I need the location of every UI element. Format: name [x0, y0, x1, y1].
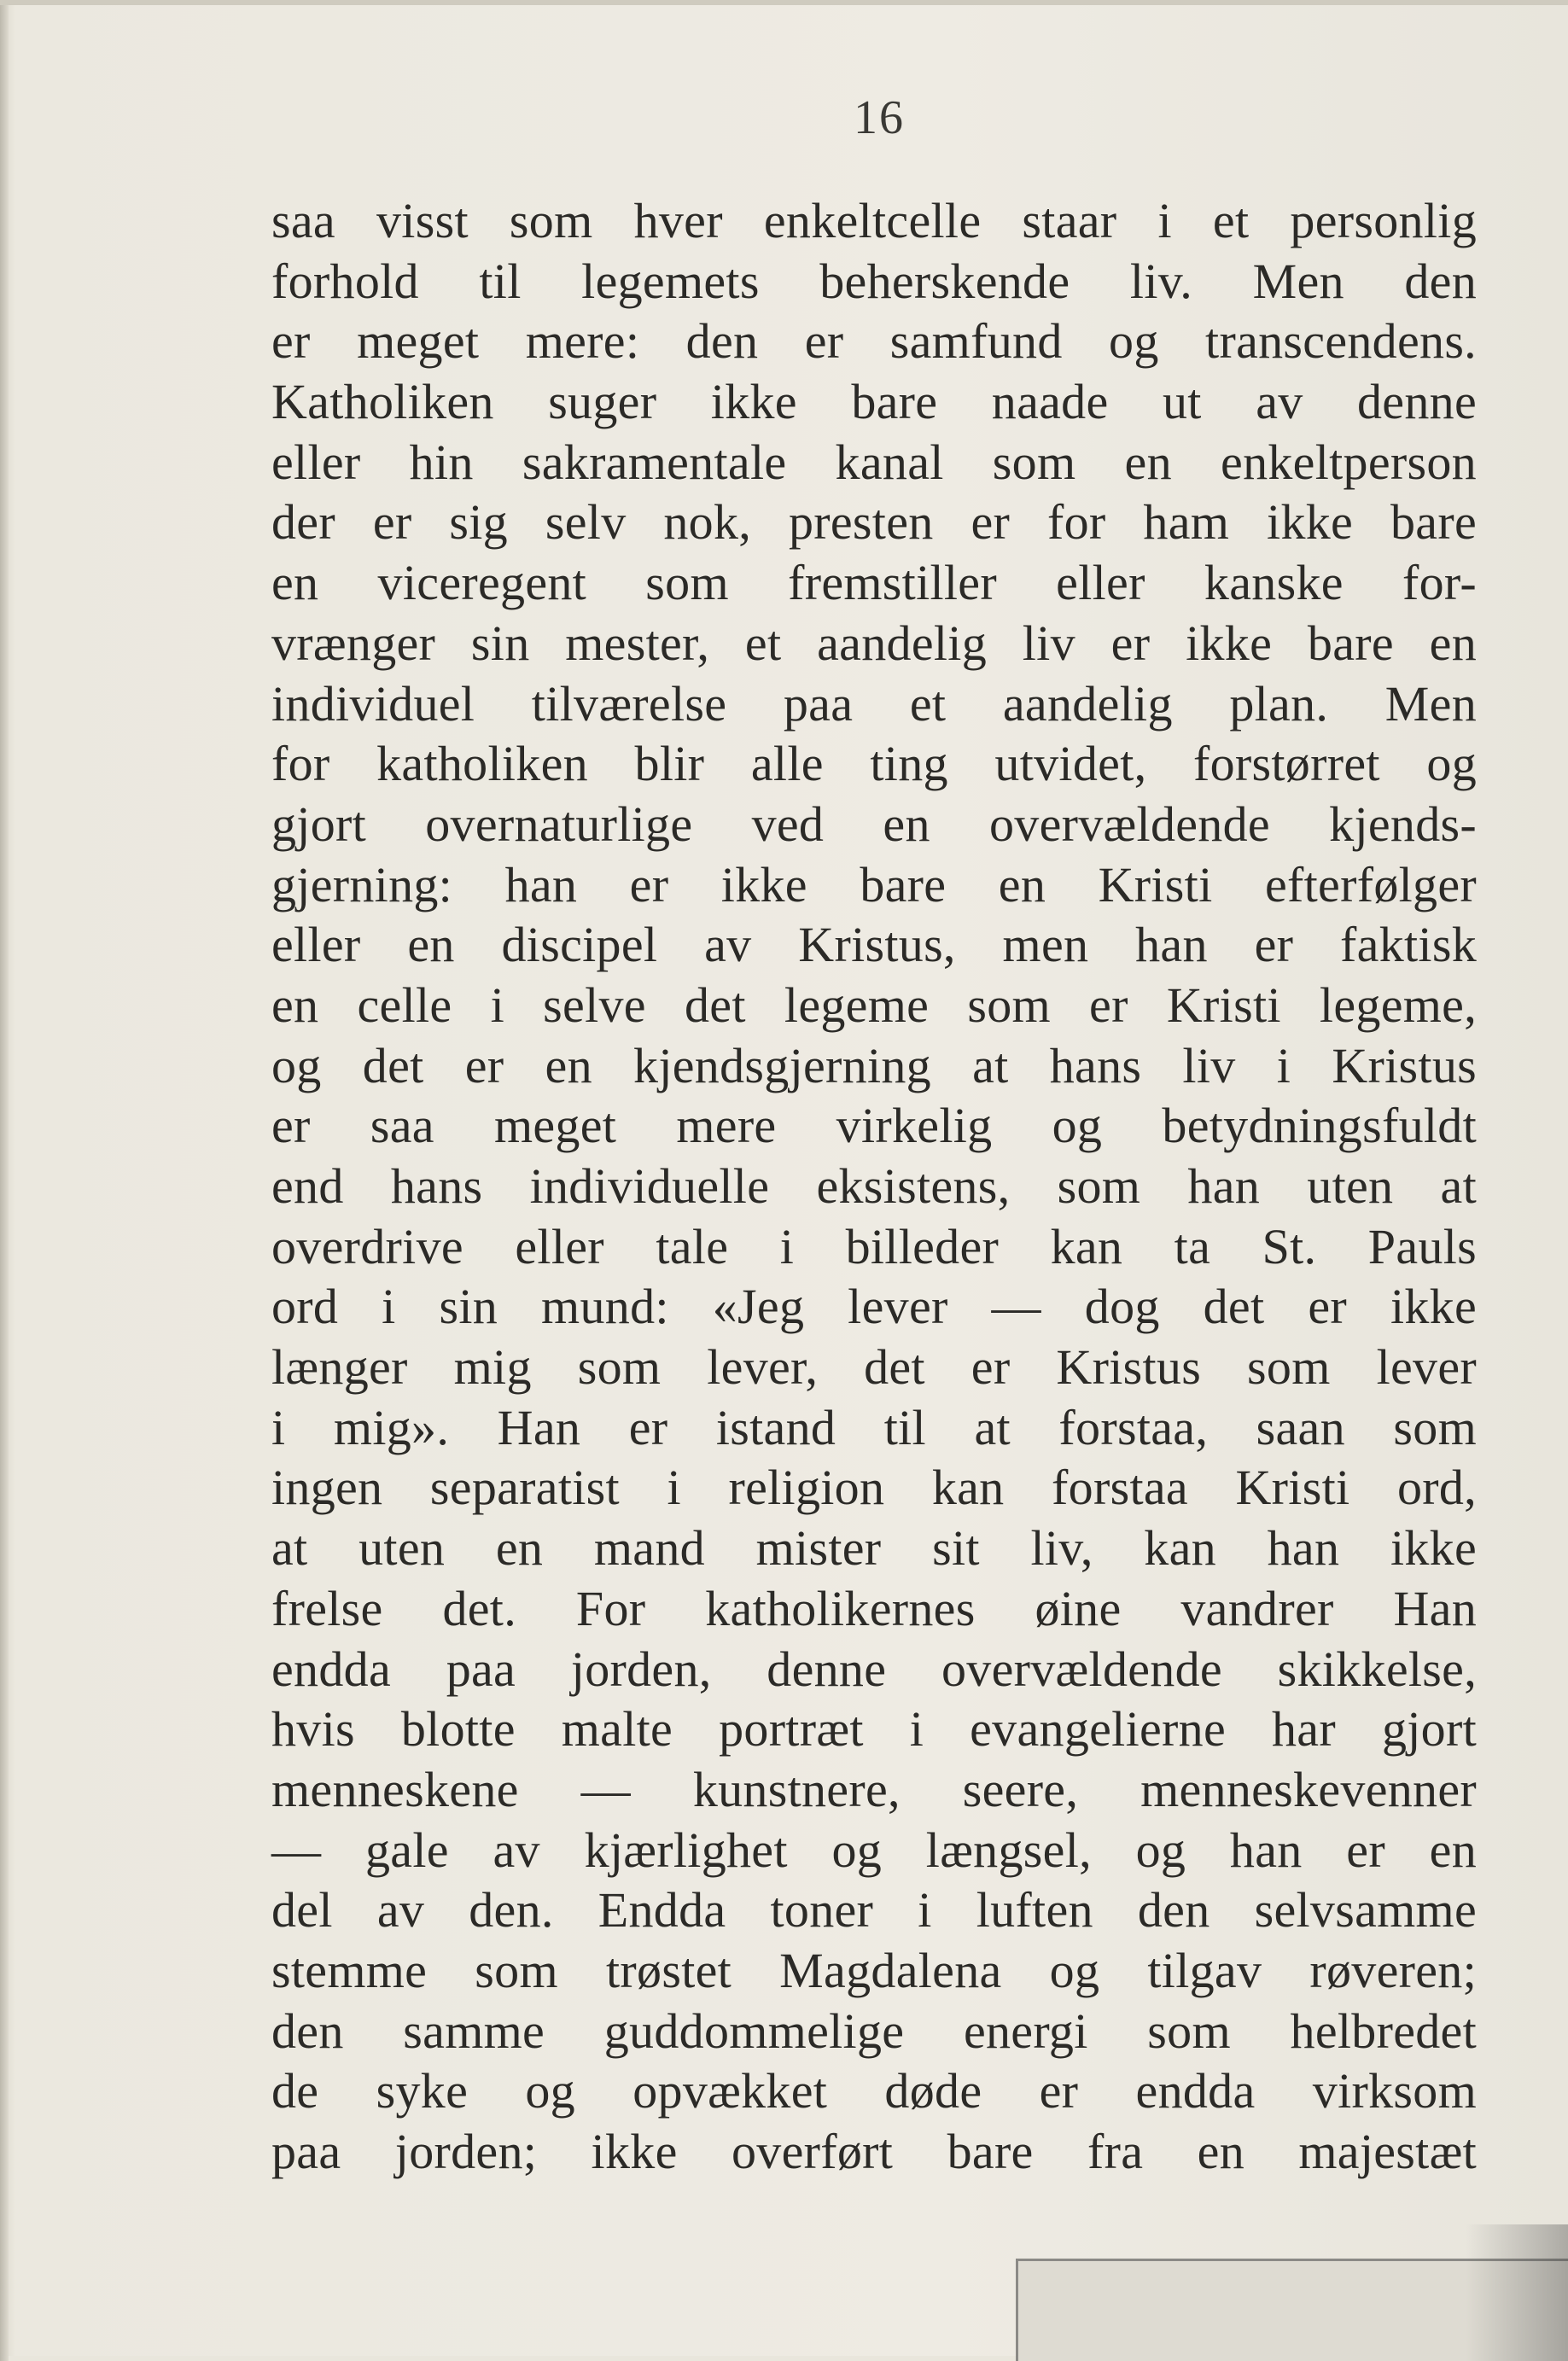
text-line: eller en discipel av Kristus, men han er faktisk [271, 917, 1477, 973]
text-line: de syke og opvækket døde er endda virksom [271, 2063, 1477, 2119]
text-line: menneskene — kunstnere, seere, menneskevenner [271, 1761, 1477, 1817]
text-line: endda paa jorden, denne overvældende skikkelse, [271, 1641, 1477, 1697]
text-line: den samme guddommelige energi som helbredet [271, 2002, 1477, 2059]
scan-corner-shadow [1466, 2224, 1568, 2361]
text-line: en viceregent som fremstiller eller kanske for- [271, 555, 1477, 611]
page-binding-edge [0, 5, 9, 2361]
page-number: 16 [854, 91, 905, 144]
text-line: — gale av kjærlighet og længsel, og han er en [271, 1822, 1477, 1878]
text-line: gjerning: han er ikke bare en Kristi efterfølger [271, 856, 1477, 912]
text-line: saa visst som hver enkeltcelle staar i et personlig [271, 193, 1477, 248]
text-line: vrænger sin mester, et aandelig liv er ikke bare en [271, 615, 1477, 671]
text-line: eller hin sakramentale kanal som en enkeltperson [271, 434, 1477, 490]
body-text [271, 191, 1477, 2183]
text-line: længer mig som lever, det er Kristus som lever [271, 1339, 1477, 1396]
text-line: individuel tilværelse paa et aandelig plan. Men [271, 675, 1477, 732]
text-line: er meget mere: den er samfund og transcendens. [271, 313, 1477, 370]
text-line: en celle i selve det legeme som er Kristi legeme, [271, 976, 1477, 1033]
text-line: Katholiken suger ikke bare naade ut av denne [271, 374, 1477, 430]
text-line: ord i sin mund: «Jeg lever — dog det er ikke [271, 1279, 1477, 1335]
text-line: at uten en mand mister sit liv, kan han ikke [271, 1520, 1477, 1577]
text-line: paa jorden; ikke overført bare fra en majestæt [271, 2124, 1477, 2179]
text-line: i mig». Han er istand til at forstaa, saan som [271, 1399, 1477, 1455]
text-line: ingen separatist i religion kan forstaa Kristi ord, [271, 1460, 1477, 1516]
text-line: overdrive eller tale i billeder kan ta St. Pauls [271, 1218, 1477, 1274]
text-line: og det er en kjendsgjerning at hans liv i Kristus [271, 1037, 1477, 1093]
text-line: forhold til legemets beherskende liv. Men den [271, 253, 1477, 309]
text-line: gjort overnaturlige ved en overvældende kjends- [271, 796, 1477, 852]
text-line: hvis blotte malte portræt i evangelierne har gjort [271, 1701, 1477, 1758]
text-line: der er sig selv nok, presten er for ham ikke bare [271, 494, 1477, 551]
text-line: er saa meget mere virkelig og betydningsfuldt [271, 1098, 1477, 1154]
text-line: frelse det. For katholikernes øine vandrer Han [271, 1580, 1477, 1636]
text-line: end hans individuelle eksistens, som han uten at [271, 1158, 1477, 1214]
text-line: for katholiken blir alle ting utvidet, forstørret og [271, 736, 1477, 792]
text-line: del av den. Endda toner i luften den selvsamme [271, 1882, 1477, 1938]
text-line: stemme som trøstet Magdalena og tilgav røveren; [271, 1942, 1477, 1998]
